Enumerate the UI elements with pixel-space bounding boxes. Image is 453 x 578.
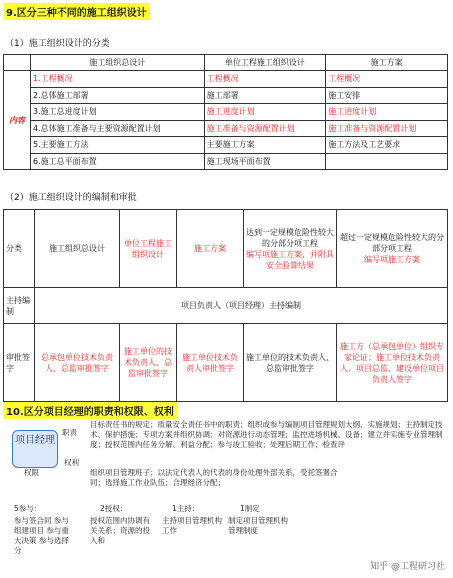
cell-text: 超过一定规模危险性较大的分部分项工程 bbox=[340, 233, 444, 253]
table-cell: 施工现场平面布置 bbox=[204, 153, 326, 170]
table-cell: 项目负责人（项目经理）主持编制 bbox=[35, 288, 448, 324]
table-cell: 施工进度计划 bbox=[326, 104, 448, 121]
table-cell: 施工准备与资源配置计划 bbox=[326, 120, 448, 137]
table-cell bbox=[120, 210, 177, 288]
item-text: 授权范围内协调有关关系；资源的投入和 bbox=[90, 516, 150, 545]
table-cell bbox=[337, 210, 448, 288]
table-cell: 主要施工方案 bbox=[204, 137, 326, 154]
table-header-row bbox=[4, 55, 448, 71]
item-num: 5参与： bbox=[14, 504, 42, 513]
table-cell: 施工方案 bbox=[177, 210, 244, 288]
table-cell: 3.施工总进度计划 bbox=[31, 104, 205, 121]
table-cell: 5.主要施工方法 bbox=[31, 137, 205, 154]
project-manager-diagram bbox=[0, 420, 453, 578]
table-cell: 2.总体施工部署 bbox=[31, 87, 205, 104]
table-cell: 工程概况 bbox=[204, 71, 326, 88]
item-text: 参与签合同 参与组建项目 参与重大决策 参与选择分 bbox=[14, 516, 69, 555]
table-cell: 6.施工总平面布置 bbox=[31, 153, 205, 170]
section-9-title: 9.区分三种不同的施工组织设计 bbox=[3, 3, 150, 20]
table-row bbox=[4, 120, 448, 137]
table-cell: 总承包单位技术负责人、总监审批签字 bbox=[35, 324, 120, 402]
table-cell bbox=[244, 210, 337, 288]
table-row bbox=[4, 210, 448, 288]
item-num: 1制定 bbox=[240, 504, 260, 513]
approval-table bbox=[3, 209, 448, 402]
section-10-title: 10.区分项目经理的职责和权限、权利 bbox=[3, 402, 177, 419]
cell-text: 编写项施工方案，并附具安全验算结果 bbox=[246, 249, 334, 270]
table-cell: 施工安排 bbox=[326, 87, 448, 104]
watermark: 知乎 @工程研习社 bbox=[370, 562, 445, 572]
table-row bbox=[4, 104, 448, 121]
rights-text: 组织项目管理班子；以法定代表人的代表的身份处理外部关系，受托签署合同；选择施工作业队伍；合理经济分配； bbox=[90, 468, 338, 487]
table-cell: 施工准备与资源配置计划 bbox=[204, 120, 326, 137]
header-cell: 施工方案 bbox=[326, 55, 448, 71]
row-label: 分类 bbox=[4, 210, 35, 288]
classification-table bbox=[3, 54, 448, 170]
table-row bbox=[4, 153, 448, 170]
table-row bbox=[4, 288, 448, 324]
table-row bbox=[4, 71, 448, 88]
table-cell: 施工进度计划 bbox=[204, 104, 326, 121]
table-cell: 1.工程概况 bbox=[31, 71, 205, 88]
row-label-content: 内容 bbox=[4, 71, 31, 170]
table-row bbox=[4, 87, 448, 104]
table-cell: 施工组织总设计 bbox=[35, 210, 120, 288]
item-num: 2授权： bbox=[100, 504, 128, 513]
table-cell: 施工部署 bbox=[204, 87, 326, 104]
duty-text: 目标责任书的规定；质量安全责任书中的职责；组织或参与编制项目管理规划大纲、实施规划；主持制定技术、保护措施；专项方案并组织协调；对资源进行动态管理；监控进场机械、设备；建立并实施专业管理制度；授权范围内任务分解、利益分配；参与竣工验收；处理后期工作；检查评 bbox=[90, 420, 443, 449]
cell-text: 编写项施工方案 bbox=[364, 255, 420, 264]
rights-label: 权利 bbox=[64, 458, 79, 467]
power-label: 权限 bbox=[24, 468, 39, 477]
item-num: 1主持： bbox=[172, 504, 200, 513]
table-cell: 工程概况 bbox=[326, 71, 448, 88]
duty-label: 职责 bbox=[62, 428, 77, 437]
table-cell: 4.总体施工准备与主要资源配置计划 bbox=[31, 120, 205, 137]
table-cell: 施工单位技术负责人审批签字 bbox=[177, 324, 244, 402]
item-text: 制定项目管理机构管理制度 bbox=[228, 516, 288, 535]
table-cell: 施工方（总承包单位）组织专家论证；施工单位技术负责人、项目总监、建设单位项目负责人签字 bbox=[337, 324, 448, 402]
header-cell: 单位工程施工组织设计 bbox=[204, 55, 326, 71]
subsection-2-title: （2）施工组织设计的编制和审批 bbox=[5, 193, 137, 203]
cell-text: 单位工程施工组织设计 bbox=[124, 238, 172, 259]
table-cell: 施工单位的技术负责人、总监审批签字 bbox=[244, 324, 337, 402]
table-row bbox=[4, 324, 448, 402]
row-label: 主持编制 bbox=[4, 288, 35, 324]
table-cell: 施工单位的技术负责人、总监审批签字 bbox=[120, 324, 177, 402]
header-cell: 施工组织总设计 bbox=[31, 55, 205, 71]
cell-text: 达到一定规模危险性较大的分部分项工程 bbox=[246, 227, 334, 248]
table-row bbox=[4, 137, 448, 154]
table-cell: 施工方法及工艺要求 bbox=[326, 137, 448, 154]
project-manager-box: 项目经理 bbox=[12, 430, 58, 468]
subsection-1-title: （1）施工组织设计的分类 bbox=[5, 39, 110, 49]
table-cell bbox=[326, 153, 448, 170]
item-text: 主持项目管理机构工作 bbox=[162, 516, 222, 535]
row-label: 审批签字 bbox=[4, 324, 35, 402]
